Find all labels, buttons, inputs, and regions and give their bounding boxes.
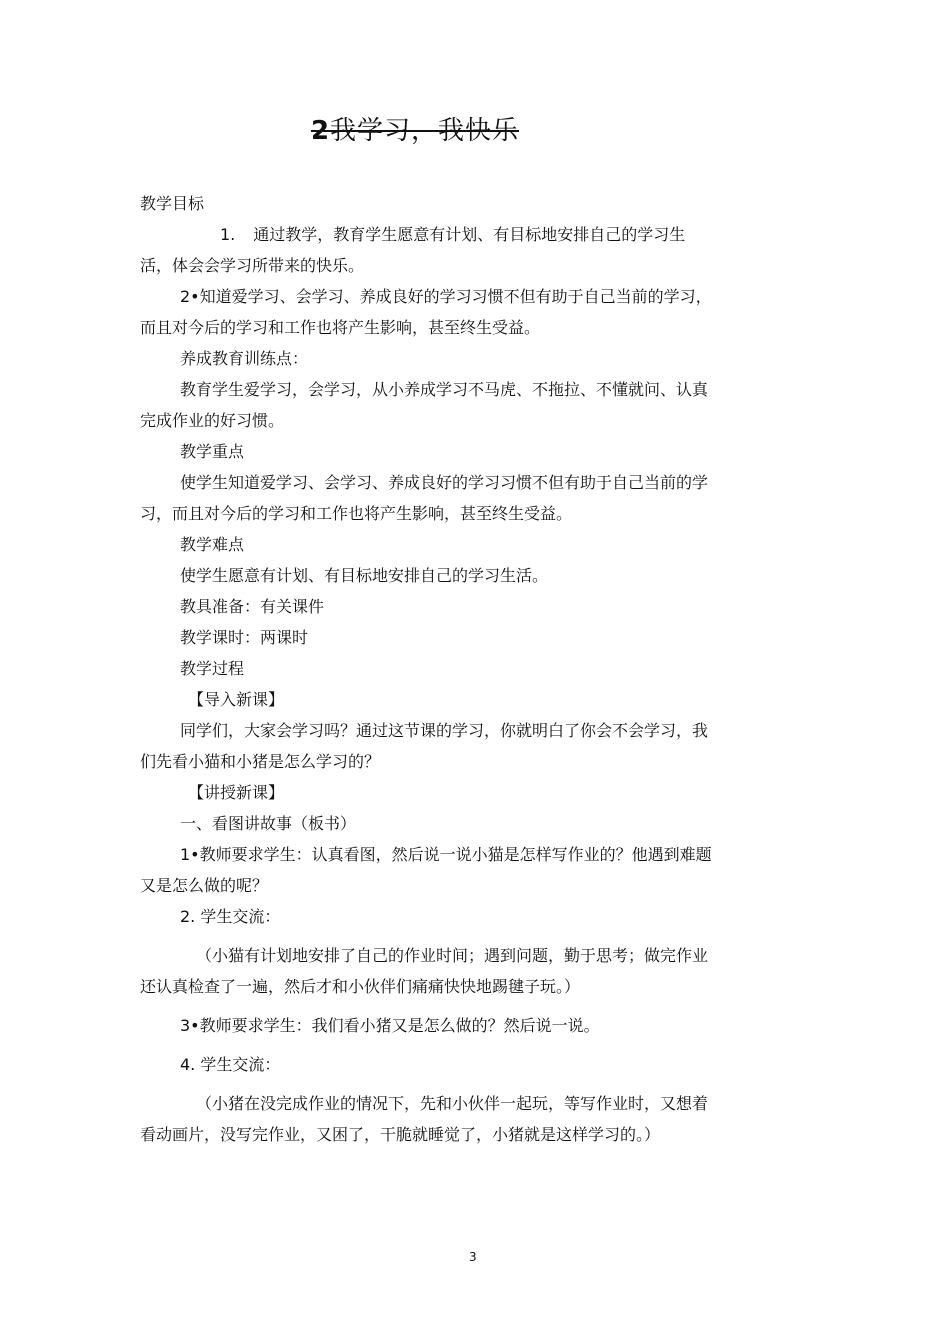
intro-text: 同学们，大家会学习吗？通过这节课的学习，你就明白了你会不会学习，我们先看小猫和小猪是怎么学习的？ (140, 721, 709, 771)
intro-heading: 【导入新课】 (188, 690, 285, 709)
new-lesson-heading: 【讲授新课】 (188, 783, 285, 802)
title-number: 2 (310, 116, 331, 146)
document-title (0, 110, 830, 147)
process-heading: 教学过程 (180, 659, 245, 678)
tools-line: 教具准备：有关课件 (180, 597, 325, 616)
step-1: 1•教师要求学生：认真看图，然后说一说小猫是怎样写作业的？他遇到难题又是怎么做的呢？ (140, 845, 712, 895)
step-4: 4. 学生交流： (180, 1055, 281, 1074)
difficulty-heading: 教学难点 (180, 535, 245, 554)
story-heading: 一、看图讲故事（板书） (180, 814, 357, 833)
step-4-answer: （小猪在没完成作业的情况下，先和小伙伴一起玩，等写作业时，又想着看动画片，没写完作业，又困了，干脆就睡觉了，小猪就是这样学习的。） (140, 1094, 709, 1144)
objective-2: 2•知道爱学习、会学习、养成良好的学习习惯不但有助于自己当前的学习，而且对今后的学习和工作也将产生影响，甚至终生受益。 (140, 287, 712, 337)
objectives-heading: 教学目标 (140, 194, 205, 213)
objective-1-number: 1. (220, 225, 236, 244)
training-text: 教育学生爱学习，会学习，从小养成学习不马虎、不拖拉、不懂就问、认真完成作业的好习惯。 (140, 380, 709, 430)
step-2-answer: （小猫有计划地安排了自己的作业时间；遇到问题，勤于思考；做完作业还认真检查了一遍，然后才和小伙伴们痛痛快快地踢毽子玩。） (140, 946, 709, 996)
key-text: 使学生知道爱学习、会学习、养成良好的学习习惯不但有助于自己当前的学习，而且对今后的学习和工作也将产生影响，甚至终生受益。 (140, 473, 709, 523)
hours-line: 教学课时：两课时 (180, 628, 309, 647)
difficulty-text: 使学生愿意有计划、有目标地安排自己的学习生活。 (180, 566, 549, 585)
training-heading: 养成教育训练点： (180, 349, 309, 368)
step-2: 2. 学生交流： (180, 907, 281, 926)
title-text: 我学习，我快乐 (330, 116, 520, 146)
step-3: 3•教师要求学生：我们看小猪又是怎么做的？然后说一说。 (180, 1016, 600, 1035)
objective-1-text: 通过教学，教育学生愿意有计划、有目标地安排自己的学习生活，体会会学习所带来的快乐。 (140, 225, 686, 275)
key-heading: 教学重点 (180, 442, 245, 461)
document-body (140, 188, 715, 1150)
objective-1 (140, 219, 715, 281)
page-number: 3 (469, 1250, 477, 1264)
